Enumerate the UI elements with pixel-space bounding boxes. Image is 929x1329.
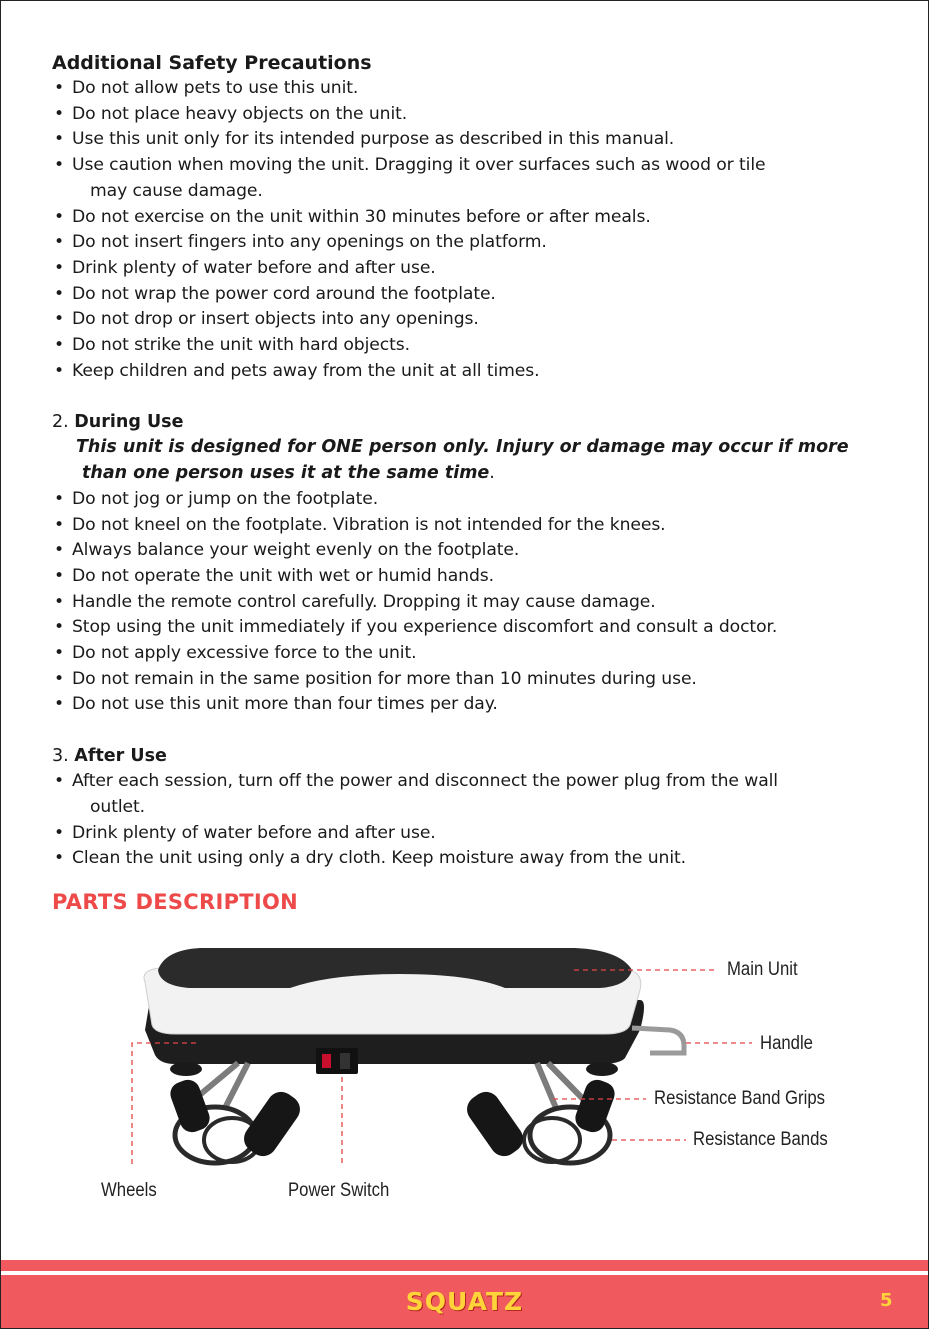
list-item: • Do not apply excessive force to the unit. — [52, 641, 892, 667]
instructions-content — [52, 50, 892, 872]
list-item-continuation: outlet. — [90, 796, 145, 817]
label-resistance-bands: Resistance Bands — [693, 1129, 828, 1150]
list-item: • Clean the unit using only a dry cloth. Keep moisture away from the unit. — [52, 846, 892, 872]
warning-line-1: This unit is designed for ONE person only. Injury or damage may occur if more — [76, 437, 849, 458]
label-main-unit: Main Unit — [727, 959, 798, 980]
warning-line-2: than one person uses it at the same time — [82, 463, 490, 484]
list-item: • Do not place heavy objects on the unit. — [52, 102, 892, 128]
list-item: • Use this unit only for its intended purpose as described in this manual. — [52, 127, 892, 153]
safety-list — [52, 76, 892, 384]
section-number: 2. — [52, 412, 69, 433]
list-item: • Do not exercise on the unit within 30 minutes before or after meals. — [52, 205, 892, 231]
list-item-text: After each session, turn off the power and disconnect the power plug from the wall — [72, 771, 778, 792]
section-title: After Use — [74, 746, 167, 767]
section-title: During Use — [74, 412, 184, 433]
list-item-text: Use caution when moving the unit. Dragging it over surfaces such as wood or tile — [72, 155, 766, 176]
list-item: • Do not use this unit more than four times per day. — [52, 692, 892, 718]
page-number: 5 — [880, 1290, 893, 1311]
list-item: • Do not allow pets to use this unit. — [52, 76, 892, 102]
list-item: • Do not kneel on the footplate. Vibration is not intended for the knees. — [52, 513, 892, 539]
single-user-warning — [52, 435, 892, 486]
list-item-continuation: may cause damage. — [90, 180, 263, 201]
label-resistance-band-grips: Resistance Band Grips — [654, 1088, 826, 1109]
list-item: • Always balance your weight evenly on the footplate. — [52, 538, 892, 564]
list-item: • Do not strike the unit with hard objects. — [52, 333, 892, 359]
list-item: • Do not jog or jump on the footplate. — [52, 487, 892, 513]
after-use-heading — [52, 743, 892, 769]
list-item: • Drink plenty of water before and after use. — [52, 821, 892, 847]
list-item — [52, 153, 892, 204]
list-item: • Stop using the unit immediately if you experience discomfort and consult a doctor. — [52, 615, 892, 641]
list-item: • Keep children and pets away from the unit at all times. — [52, 359, 892, 385]
parts-diagram — [0, 930, 929, 1220]
list-item: • Do not drop or insert objects into any openings. — [52, 307, 892, 333]
parts-description-title: PARTS DESCRIPTION — [52, 890, 299, 914]
footer-stripe — [1, 1260, 928, 1271]
after-use-list — [52, 769, 892, 872]
safety-heading: Additional Safety Precautions — [52, 52, 372, 74]
list-item: • Drink plenty of water before and after use. — [52, 256, 892, 282]
list-item — [52, 769, 892, 820]
list-item: • Do not remain in the same position for more than 10 minutes during use. — [52, 667, 892, 693]
during-use-list — [52, 487, 892, 718]
warning-period: . — [489, 463, 495, 484]
label-handle: Handle — [760, 1033, 813, 1054]
brand-logo: SQUATZ — [405, 1287, 524, 1316]
list-item: • Handle the remote control carefully. Dropping it may cause damage. — [52, 590, 892, 616]
during-use-heading — [52, 409, 892, 435]
section-number: 3. — [52, 746, 69, 767]
label-wheels: Wheels — [101, 1180, 157, 1201]
label-power-switch: Power Switch — [288, 1180, 390, 1201]
list-item: • Do not insert fingers into any openings on the platform. — [52, 230, 892, 256]
list-item: • Do not operate the unit with wet or humid hands. — [52, 564, 892, 590]
list-item: • Do not wrap the power cord around the footplate. — [52, 282, 892, 308]
